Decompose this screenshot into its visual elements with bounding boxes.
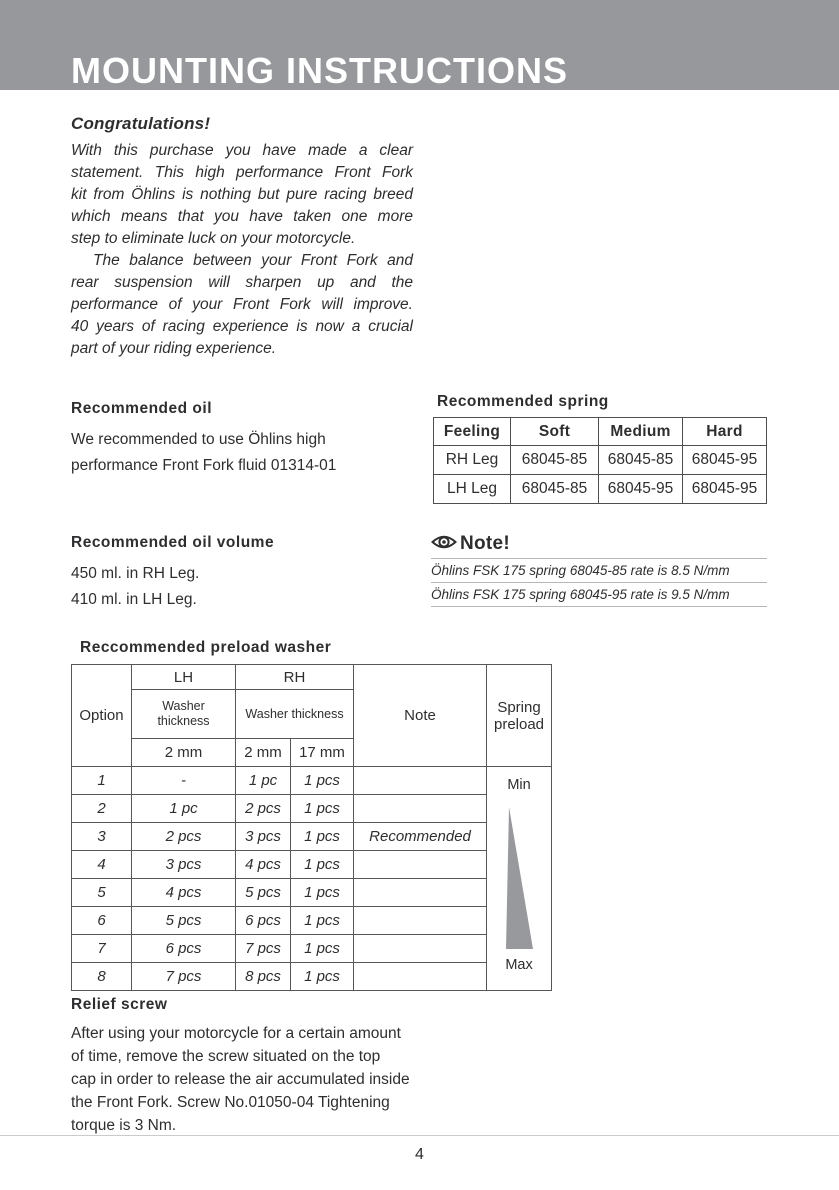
spring-col-medium: Medium <box>599 418 683 446</box>
rh-17mm-cell: 1 pcs <box>291 935 354 963</box>
option-cell: 4 <box>72 851 132 879</box>
col-size-rh-2mm: 2 mm <box>236 739 291 767</box>
intro-paragraph-2-line: performance of your Front Fork will improve. <box>71 296 413 313</box>
spring-preload-scale-cell <box>487 767 552 991</box>
lh-washer-cell: 7 pcs <box>132 963 236 991</box>
rh-2mm-cell: 3 pcs <box>236 823 291 851</box>
lh-washer-cell: 1 pc <box>132 795 236 823</box>
intro-paragraph-1-line: With this purchase you have made a clear <box>71 142 413 159</box>
preload-row-5 <box>72 879 552 907</box>
option-cell: 1 <box>72 767 132 795</box>
note-cell <box>354 935 487 963</box>
rh-2mm-cell: 5 pcs <box>236 879 291 907</box>
preload-row-1 <box>72 767 552 795</box>
note-heading: Note! <box>460 533 511 554</box>
recommended-spring-heading: Recommended spring <box>437 393 609 410</box>
relief-screw-text: After using your motorcycle for a certain amount <box>71 1025 401 1042</box>
option-cell: 5 <box>72 879 132 907</box>
rh-17mm-cell: 1 pcs <box>291 907 354 935</box>
preload-row-7 <box>72 935 552 963</box>
footer-divider <box>0 1135 839 1136</box>
rh-17mm-cell: 1 pcs <box>291 963 354 991</box>
rh-17mm-cell: 1 pcs <box>291 823 354 851</box>
col-subheader-lh-thickness: Washer thickness <box>132 690 236 739</box>
option-cell: 6 <box>72 907 132 935</box>
intro-paragraph-2-line: part of your riding experience. <box>71 340 277 357</box>
header-band <box>0 0 839 90</box>
note-cell <box>354 907 487 935</box>
spring-cell: LH Leg <box>434 475 511 504</box>
spring-table-row-lh <box>434 475 767 504</box>
spring-col-soft: Soft <box>511 418 599 446</box>
spring-cell: 68045-85 <box>599 446 683 475</box>
option-cell: 8 <box>72 963 132 991</box>
rh-2mm-cell: 6 pcs <box>236 907 291 935</box>
page-number: 4 <box>415 1146 424 1163</box>
spring-col-hard: Hard <box>683 418 767 446</box>
lh-washer-cell: 6 pcs <box>132 935 236 963</box>
recommended-spring-table <box>433 417 767 504</box>
oil-volume-lh: 410 ml. in LH Leg. <box>71 591 197 608</box>
note-heading-row <box>431 532 767 556</box>
lh-washer-cell: 3 pcs <box>132 851 236 879</box>
intro-paragraph-2-line: rear suspension will sharpen up and the <box>71 274 413 291</box>
recommended-oil-volume-heading: Recommended oil volume <box>71 534 275 551</box>
preload-row-3 <box>72 823 552 851</box>
note-cell <box>354 795 487 823</box>
spring-cell: 68045-85 <box>511 475 599 504</box>
spring-table-header-row <box>434 418 767 446</box>
rh-17mm-cell: 1 pcs <box>291 767 354 795</box>
preload-washer-table <box>71 664 552 991</box>
col-header-rh: RH <box>236 665 354 690</box>
preload-min-label: Min <box>507 777 531 793</box>
relief-screw-text: cap in order to release the air accumulated inside <box>71 1071 410 1088</box>
recommended-oil-text: performance Front Fork fluid 01314-01 <box>71 457 337 474</box>
page-title: MOUNTING INSTRUCTIONS <box>71 50 568 91</box>
spring-cell: 68045-95 <box>599 475 683 504</box>
relief-screw-heading: Relief screw <box>71 996 168 1013</box>
oil-volume-rh: 450 ml. in RH Leg. <box>71 565 200 582</box>
option-cell: 2 <box>72 795 132 823</box>
note-cell <box>354 851 487 879</box>
preload-row-2 <box>72 795 552 823</box>
preload-washer-section <box>71 639 553 991</box>
rh-2mm-cell: 7 pcs <box>236 935 291 963</box>
recommended-oil-heading: Recommended oil <box>71 400 212 417</box>
spring-cell: RH Leg <box>434 446 511 475</box>
rh-2mm-cell: 4 pcs <box>236 851 291 879</box>
relief-screw-text: the Front Fork. Screw No.01050-04 Tightening <box>71 1094 390 1111</box>
relief-screw-text: torque is 3 Nm. <box>71 1117 177 1134</box>
preload-washer-heading: Reccommended preload washer <box>80 639 332 656</box>
col-header-lh: LH <box>132 665 236 690</box>
spring-cell: 68045-95 <box>683 475 767 504</box>
lh-washer-cell: 4 pcs <box>132 879 236 907</box>
note-cell <box>354 963 487 991</box>
note-cell <box>354 879 487 907</box>
preload-row-8 <box>72 963 552 991</box>
recommended-oil-section <box>71 400 431 479</box>
relief-screw-section <box>71 996 446 1137</box>
intro-section <box>71 114 413 360</box>
intro-heading: Congratulations! <box>71 114 211 133</box>
relief-screw-text: of time, remove the screw situated on the top <box>71 1048 381 1065</box>
note-line: Öhlins FSK 175 spring 68045-85 rate is 8.5 N/mm <box>431 559 767 583</box>
recommended-oil-volume-section <box>71 534 431 613</box>
preload-max-label: Max <box>505 957 533 973</box>
preload-row-6 <box>72 907 552 935</box>
spring-cell: 68045-85 <box>511 446 599 475</box>
spring-col-feeling: Feeling <box>434 418 511 446</box>
note-line: Öhlins FSK 175 spring 68045-95 rate is 9.5 N/mm <box>431 583 767 607</box>
intro-paragraph-2-line: The balance between your Front Fork and <box>93 252 413 269</box>
note-section <box>431 532 767 607</box>
intro-paragraph-1-line: kit from Öhlins is nothing but pure racing breed <box>71 186 413 203</box>
intro-paragraph-1-line: which means that you have taken one more <box>71 208 413 225</box>
spring-table-row-rh <box>434 446 767 475</box>
rh-17mm-cell: 1 pcs <box>291 851 354 879</box>
note-cell <box>354 767 487 795</box>
note-cell: Recommended <box>354 823 487 851</box>
option-cell: 3 <box>72 823 132 851</box>
preload-row-4 <box>72 851 552 879</box>
rh-2mm-cell: 1 pc <box>236 767 291 795</box>
recommended-oil-text: We recommended to use Öhlins high <box>71 431 326 448</box>
lh-washer-cell: 5 pcs <box>132 907 236 935</box>
eye-icon <box>431 533 457 556</box>
col-header-note: Note <box>354 665 487 767</box>
lh-washer-cell: - <box>132 767 236 795</box>
rh-17mm-cell: 1 pcs <box>291 795 354 823</box>
col-size-rh-17mm: 17 mm <box>291 739 354 767</box>
rh-2mm-cell: 8 pcs <box>236 963 291 991</box>
intro-paragraph-1-line: step to eliminate luck on your motorcycle. <box>71 230 356 247</box>
intro-paragraph-1-line: statement. This high performance Front Fork <box>71 164 413 181</box>
preload-header-row-1 <box>72 665 552 690</box>
col-size-lh: 2 mm <box>132 739 236 767</box>
spring-cell: 68045-95 <box>683 446 767 475</box>
rh-2mm-cell: 2 pcs <box>236 795 291 823</box>
option-cell: 7 <box>72 935 132 963</box>
rh-17mm-cell: 1 pcs <box>291 879 354 907</box>
col-subheader-rh-thickness: Washer thickness <box>236 690 354 739</box>
col-header-option: Option <box>72 665 132 767</box>
intro-paragraph-2-line: 40 years of racing experience is now a crucial <box>71 318 413 335</box>
lh-washer-cell: 2 pcs <box>132 823 236 851</box>
col-header-spring-preload: Spring preload <box>487 665 552 767</box>
recommended-spring-section <box>433 393 767 504</box>
